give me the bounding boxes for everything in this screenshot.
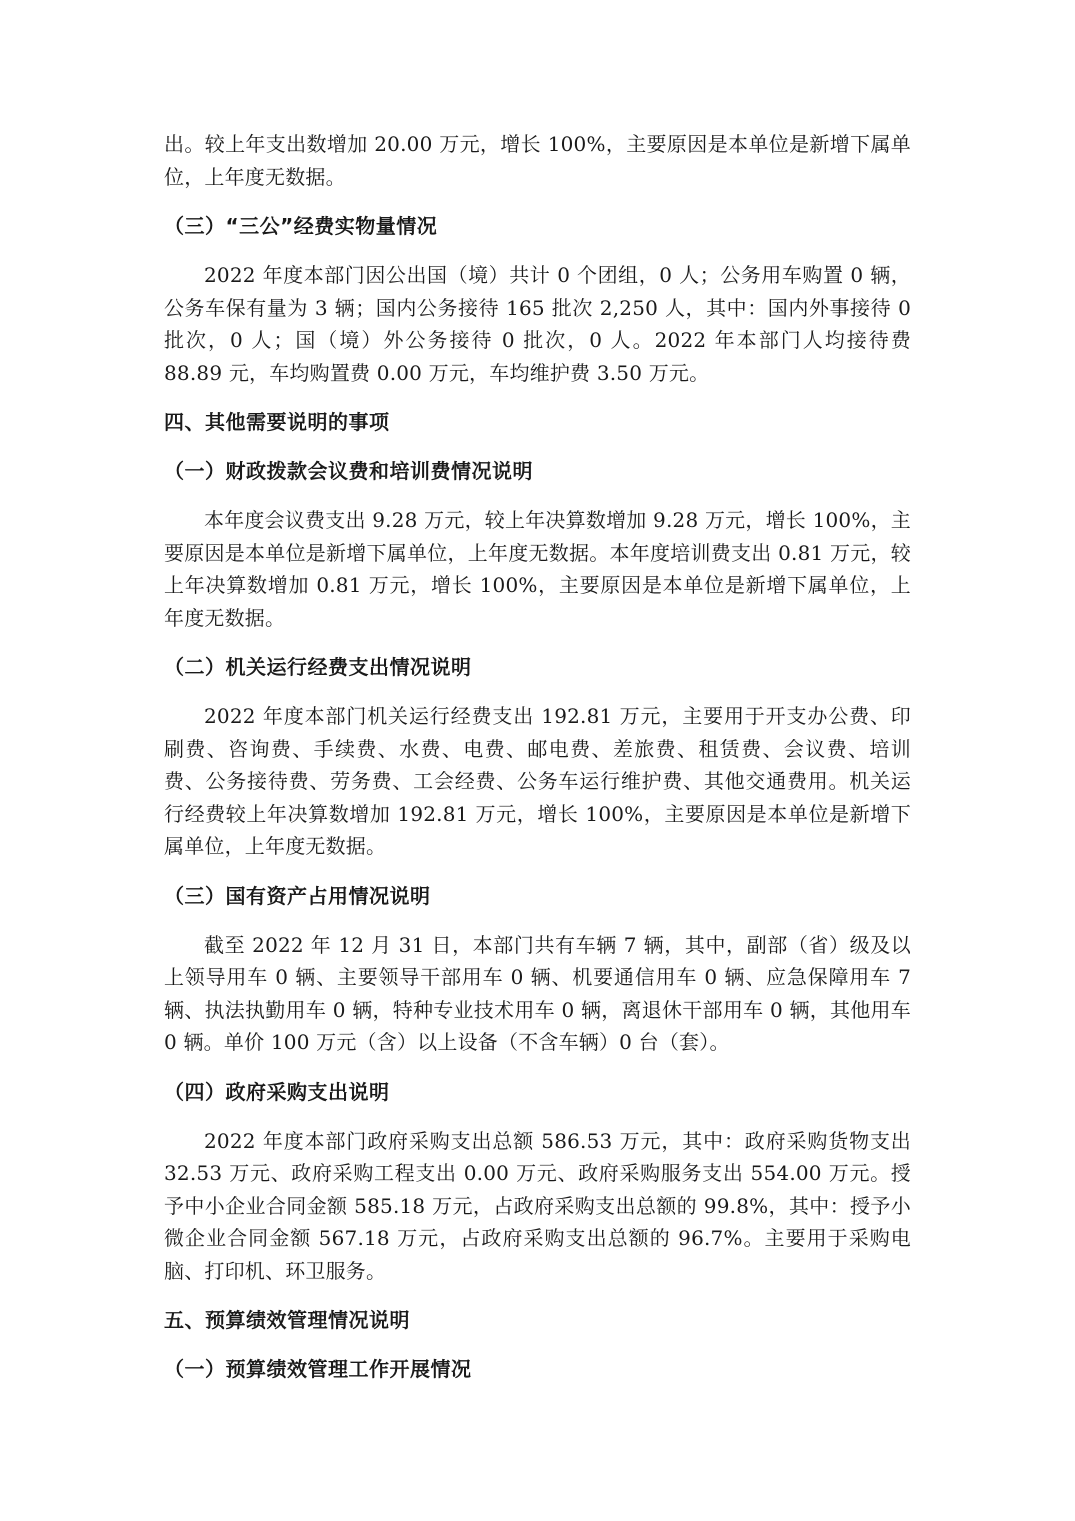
section-heading-performance-work: （一）预算绩效管理工作开展情况 [164,1357,472,1381]
section-heading-operating-expenses: （二）机关运行经费支出情况说明 [164,655,472,679]
section-heading-meeting-training: （一）财政拨款会议费和培训费情况说明 [164,459,533,483]
paragraph-continuation: 出。较上年支出数增加 20.00 万元，增长 100%，主要原因是本单位是新增下属单位，上年度无数据。 [164,132,911,189]
section-heading-performance-management: 五、预算绩效管理情况说明 [164,1308,410,1332]
paragraph-meeting-training: 本年度会议费支出 9.28 万元，较上年决算数增加 9.28 万元，增长 100%，主要原因是本单位是新增下属单位，上年度无数据。本年度培训费支出 0.81 万元，较上年决算数增加 0.81 万元，增长 100%，主要原因是本单位是新增下属单位，上年度无数据。 [164,508,911,630]
paragraph-procurement: 2022 年度本部门政府采购支出总额 586.53 万元，其中：政府采购货物支出 32.53 万元、政府采购工程支出 0.00 万元、政府采购服务支出 554.00 万元。授予中小企业合同金额 585.18 万元，占政府采购支出总额的 99.8%，其中：授予小微企业合同金额 567.18 万元，占政府采购支出总额的 96.7%。主要用于采购电脑、打印机、环卫服务。 [164,1128,911,1283]
document-page [164,128,911,1385]
paragraph-sangong-quantity: 2022 年度本部门因公出国（境）共计 0 个团组，0 人；公务用车购置 0 辆，公务车保有量为 3 辆；国内公务接待 165 批次 2,250 人，其中：国内外事接待 0 批次，0 人；国（境）外公务接待 0 批次，0 人。2022 年本部门人均接待费 88.89 元，车均购置费 0.00 万元，车均维护费 3.50 万元。 [164,263,911,385]
section-heading-procurement: （四）政府采购支出说明 [164,1079,390,1104]
section-heading-state-assets: （三）国有资产占用情况说明 [164,883,431,908]
paragraph-operating-expenses: 2022 年度本部门机关运行经费支出 192.81 万元，主要用于开支办公费、印刷费、咨询费、手续费、水费、电费、邮电费、差旅费、租赁费、会议费、培训费、公务接待费、劳务费、工会经费、公务车运行维护费、其他交通费用。机关运行经费较上年决算数增加 192.81 万元，增长 100%，主要原因是本单位是新增下属单位，上年度无数据。 [164,704,911,858]
section-heading-sangong-quantity: （三）“三公”经费实物量情况 [164,214,438,238]
section-heading-other-matters: 四、其他需要说明的事项 [164,410,390,434]
paragraph-state-assets: 截至 2022 年 12 月 31 日，本部门共有车辆 7 辆，其中，副部（省）级及以上领导用车 0 辆、主要领导干部用车 0 辆、机要通信用车 0 辆、应急保障用车 7 辆、执法执勤用车 0 辆，特种专业技术用车 0 辆，离退休干部用车 0 辆，其他用车 0 辆。单价 100 万元（含）以上设备（不含车辆）0 台（套）。 [164,932,911,1054]
